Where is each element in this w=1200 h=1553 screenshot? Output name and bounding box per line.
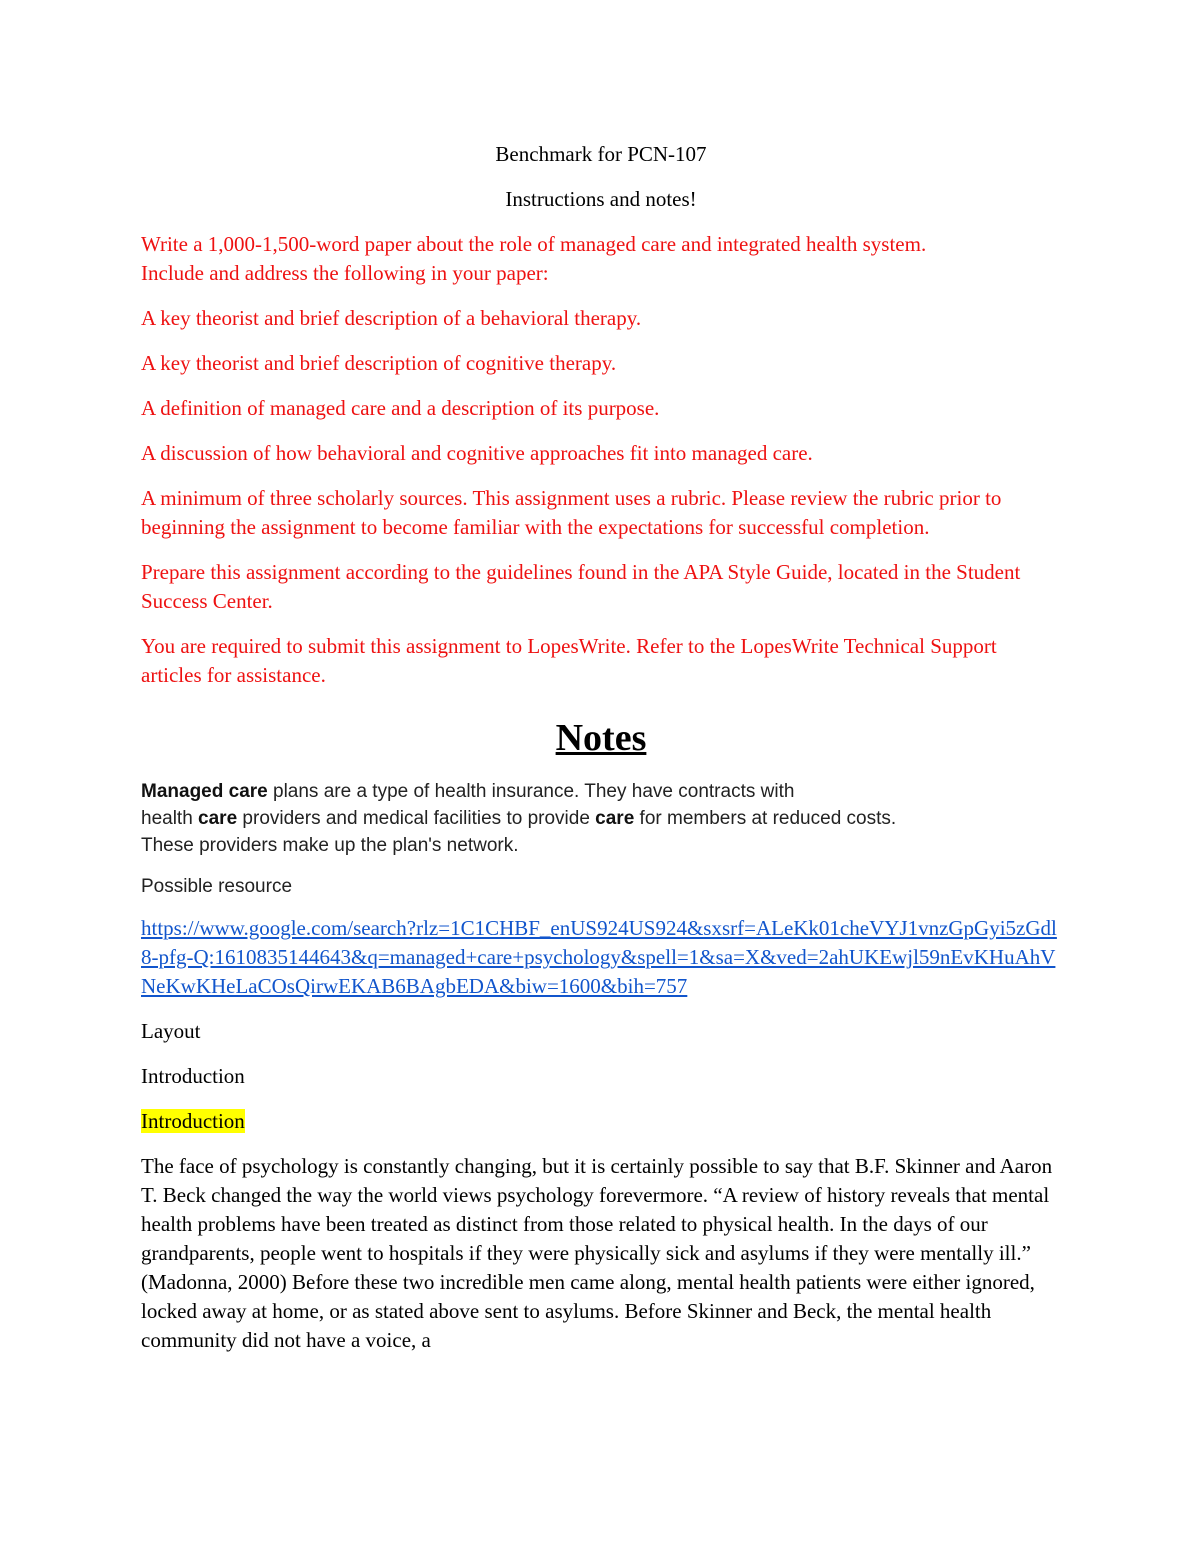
definition-bold-term: care (595, 808, 635, 829)
instructions-lopeswrite: You are required to submit this assignment to LopesWrite. Refer to the LopesWrite Technical Support articles for assistance. (141, 634, 997, 687)
definition-text: These providers make up the plan's network. (141, 835, 519, 856)
instructions-intro-line1: Write a 1,000-1,500-word paper about the role of managed care and integrated health system. (141, 232, 927, 256)
definition-text: plans are a type of health insurance. They have contracts with (267, 781, 795, 802)
definition-text: for members at reduced costs. (634, 808, 897, 829)
definition-bold-term: Managed care (141, 781, 268, 802)
instruction-item: A definition of managed care and a description of its purpose. (141, 396, 660, 420)
instruction-item: A key theorist and brief description of a behavioral therapy. (141, 306, 642, 330)
introduction-heading (141, 1107, 1061, 1136)
instruction-item: A discussion of how behavioral and cognitive approaches fit into managed care. (141, 441, 813, 465)
instructions-apa: Prepare this assignment according to the guidelines found in the APA Style Guide, located in the Student Success Center. (141, 560, 1021, 613)
definition-bold-term: care (198, 808, 238, 829)
resource-label: Possible resource (141, 876, 293, 897)
instructions-intro-line2: Include and address the following in your paper: (141, 261, 549, 285)
document-body (141, 140, 1061, 1371)
resource-paragraph (141, 914, 1061, 1001)
body-paragraph: The face of psychology is constantly changing, but it is certainly possible to say that B.F. Skinner and Aaron T. Beck changed the way the world views psychology forevermore. “A review of history reveals that mental health problems have been treated as distinct from those related to physical health. In the days of our grandparents, people went to hospitals if they were physically sick and asylums if they were mentally ill.” (Madonna, 2000) Before these two incredible men came along, mental health patients were either ignored, locked away at home, or as stated above sent to asylums. Before Skinner and Beck, the mental health community did not have a voice, a (141, 1154, 1053, 1352)
document-title: Benchmark for PCN-107 (495, 142, 707, 166)
definition-text: providers and medical facilities to provide (237, 808, 596, 829)
layout-label: Layout (141, 1019, 201, 1043)
document-subtitle: Instructions and notes! (505, 187, 697, 211)
highlighted-introduction: Introduction (141, 1109, 245, 1133)
instruction-item: A key theorist and brief description of cognitive therapy. (141, 351, 617, 375)
resource-link[interactable]: https://www.google.com/search?rlz=1C1CHBF_enUS924US924&sxsrf=ALeKk01cheVYJ1vnzGpGyi5zGdl8-pfg-Q:1610835144643&q=managed+care+psychology&spell=1&sa=X&ved=2ahUKEwjl59nEvKHuAhVNeKwKHeLaCOsQirwEKAB6BAgbEDA&biw=1600&bih=757 (141, 916, 1057, 998)
definition-text: health (141, 808, 199, 829)
instructions-sources: A minimum of three scholarly sources. This assignment uses a rubric. Please review the rubric prior to beginning the assignment to become familiar with the expectations for successful completion. (141, 486, 1002, 539)
introduction-label: Introduction (141, 1064, 245, 1088)
notes-heading: Notes (555, 717, 647, 759)
instructions-intro (141, 230, 1061, 288)
managed-care-definition (141, 778, 1061, 859)
